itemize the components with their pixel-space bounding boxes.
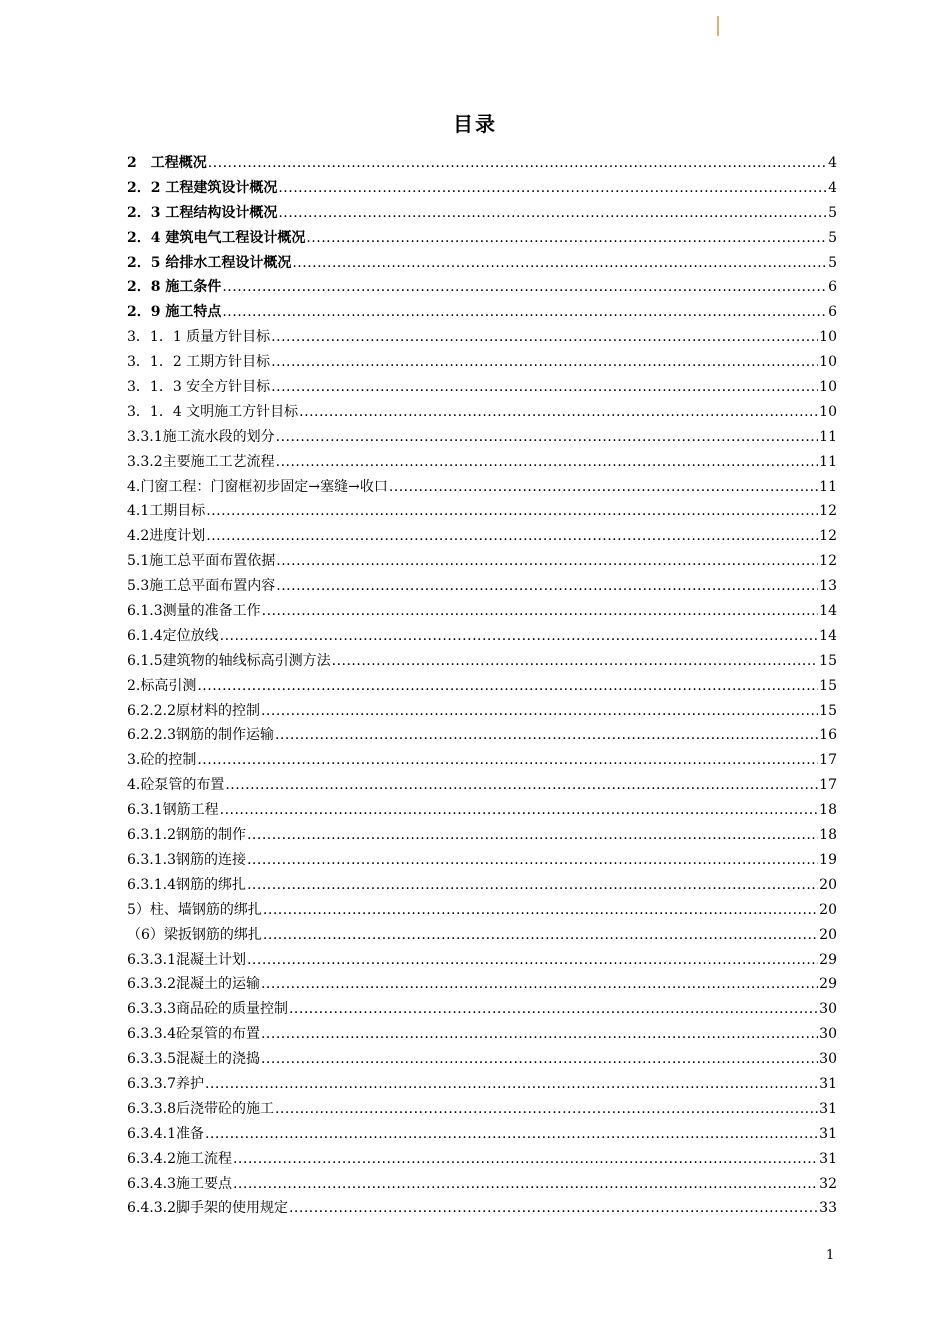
toc-dot-leader [271, 350, 818, 375]
toc-dot-leader [275, 723, 818, 748]
toc-entry-page: 11 [819, 428, 837, 445]
toc-dot-leader [276, 574, 818, 599]
toc-entry-page: 29 [819, 951, 837, 968]
toc-dot-leader [222, 275, 827, 300]
toc-dot-leader [197, 674, 818, 699]
toc-entry-page: 30 [819, 1001, 837, 1018]
toc-entry-label: 2 工程概况 [127, 155, 207, 171]
toc-entry-label: 6.3.3.3商品砼的质量控制 [127, 1001, 288, 1018]
toc-entry-label: 6.3.3.7养护 [127, 1075, 204, 1092]
toc-entry-page: 10 [819, 329, 837, 346]
toc-dot-leader [205, 1122, 818, 1147]
toc-entry[interactable] [127, 400, 837, 425]
toc-entry-label: 2.标高引测 [127, 677, 197, 694]
toc-entry-label: 6.3.1.3钢筋的连接 [127, 851, 246, 868]
toc-entry-label: 6.3.4.1准备 [127, 1125, 204, 1142]
toc-entry-label: 4.砼泵管的布置 [127, 777, 225, 794]
toc-entry[interactable] [127, 350, 837, 375]
toc-dot-leader [222, 300, 827, 325]
header-mark [717, 16, 719, 36]
toc-entry-page: 10 [819, 379, 837, 396]
toc-dot-leader [262, 599, 819, 624]
toc-entry-label: 5.1施工总平面布置依据 [127, 553, 276, 570]
toc-entry-label: 6.3.3.4砼泵管的布置 [127, 1026, 260, 1043]
toc-entry-label: 3．1．4 文明施工方针目标 [127, 403, 299, 420]
toc-entry-page: 15 [819, 677, 837, 694]
toc-entry[interactable] [127, 848, 837, 873]
toc-dot-leader [233, 1172, 818, 1197]
toc-entry-page: 10 [819, 403, 837, 420]
toc-entry-page: 15 [819, 702, 837, 719]
toc-entry-page: 13 [819, 578, 837, 595]
toc-entry[interactable] [127, 1172, 837, 1197]
toc-entry-label: 6.3.3.5混凝土的浇捣 [127, 1051, 260, 1068]
toc-entry-page: 11 [819, 453, 837, 470]
toc-entry[interactable] [127, 300, 837, 325]
toc-entry[interactable] [127, 1147, 837, 1172]
page-title: 目录 [453, 112, 497, 136]
toc-entry[interactable] [127, 574, 837, 599]
toc-entry[interactable] [127, 823, 837, 848]
toc-entry-page: 31 [819, 1125, 837, 1142]
toc-entry[interactable] [127, 773, 837, 798]
toc-dot-leader [197, 748, 818, 773]
toc-entry-page: 20 [819, 876, 837, 893]
toc-entry[interactable] [127, 251, 837, 276]
toc-dot-leader [289, 997, 818, 1022]
toc-entry-label: 2．2 工程建筑设计概况 [127, 179, 278, 196]
toc-entry-page: 17 [819, 777, 837, 794]
toc-entry-label: （6）梁扳钢筋的绑扎 [127, 926, 262, 943]
toc-entry[interactable] [127, 1022, 837, 1047]
toc-entry[interactable] [127, 1097, 837, 1122]
toc-entry-label: 6.3.3.1混凝土计划 [127, 951, 246, 968]
toc-dot-leader [275, 1097, 818, 1122]
toc-entry-label: 5.3施工总平面布置内容 [127, 578, 276, 595]
toc-dot-leader [247, 948, 818, 973]
toc-dot-leader [247, 823, 818, 848]
toc-entry-label: 2．9 施工特点 [127, 304, 222, 321]
toc-entry[interactable] [127, 948, 837, 973]
toc-entry[interactable] [127, 624, 837, 649]
toc-entry-label: 4.2进度计划 [127, 528, 206, 545]
toc-dot-leader [332, 649, 819, 674]
toc-entry[interactable] [127, 748, 837, 773]
toc-entry-page: 10 [819, 354, 837, 371]
toc-dot-leader [276, 425, 819, 450]
toc-entry[interactable] [127, 898, 837, 923]
toc-entry-label: 6.2.2.3钢筋的制作运输 [127, 727, 274, 744]
toc-dot-leader [263, 898, 818, 923]
toc-entry-label: 6.3.1.2钢筋的制作 [127, 827, 246, 844]
toc-dot-leader [271, 375, 818, 400]
toc-dot-leader [271, 325, 818, 350]
toc-entry-label: 6.1.5建筑物的轴线标高引测方法 [127, 652, 331, 669]
toc-dot-leader [292, 251, 827, 276]
toc-dot-leader [306, 226, 827, 251]
toc-entry-label: 6.3.4.2施工流程 [127, 1150, 232, 1167]
toc-dot-leader [205, 1072, 818, 1097]
toc-entry-label: 6.3.1.4钢筋的绑扎 [127, 876, 246, 893]
toc-entry-label: 2．4 建筑电气工程设计概况 [127, 229, 306, 246]
toc-entry-page: 18 [819, 827, 837, 844]
toc-entry[interactable] [127, 201, 837, 226]
toc-entry-page: 14 [819, 603, 837, 620]
toc-entry-page: 11 [819, 478, 837, 495]
toc-entry-label: 6.3.4.3施工要点 [127, 1175, 232, 1192]
toc-dot-leader [233, 1147, 818, 1172]
toc-entry[interactable] [127, 674, 837, 699]
toc-entry-label: 5）柱、墙钢筋的绑扎 [127, 901, 262, 918]
toc-entry-page: 17 [819, 752, 837, 769]
toc-entry-label: 2．8 施工条件 [127, 279, 222, 296]
toc-dot-leader [276, 450, 819, 475]
toc-entry-label: 6.4.3.2脚手架的使用规定 [127, 1200, 288, 1217]
toc-entry[interactable] [127, 226, 837, 251]
toc-entry[interactable] [127, 997, 837, 1022]
toc-entry[interactable] [127, 1072, 837, 1097]
toc-list [127, 151, 837, 1221]
toc-dot-leader [263, 923, 818, 948]
toc-entry-label: 3.3.2主要施工工艺流程 [127, 453, 275, 470]
toc-dot-leader [299, 400, 818, 425]
toc-entry[interactable] [127, 549, 837, 574]
toc-entry[interactable] [127, 699, 837, 724]
toc-entry-label: 6.2.2.2原材料的控制 [127, 702, 260, 719]
toc-entry-page: 30 [819, 1051, 837, 1068]
toc-entry-label: 3.3.1施工流水段的划分 [127, 428, 275, 445]
toc-entry-page: 5 [828, 229, 837, 246]
toc-entry-page: 5 [828, 204, 837, 221]
toc-dot-leader [261, 699, 818, 724]
toc-dot-leader [220, 624, 819, 649]
toc-entry[interactable] [127, 475, 837, 500]
toc-entry-label: 4.1工期目标 [127, 503, 206, 520]
toc-entry-label: 3.砼的控制 [127, 752, 197, 769]
toc-entry[interactable] [127, 151, 837, 176]
toc-entry-page: 15 [819, 652, 837, 669]
toc-entry-label: 2．5 给排水工程设计概况 [127, 254, 292, 271]
toc-entry-label: 6.3.3.8后浇带砼的施工 [127, 1100, 274, 1117]
toc-entry[interactable] [127, 325, 837, 350]
toc-entry-label: 6.1.4定位放线 [127, 627, 219, 644]
toc-entry[interactable] [127, 425, 837, 450]
toc-entry-page: 19 [819, 851, 837, 868]
toc-entry-label: 6.3.3.2混凝土的运输 [127, 976, 260, 993]
toc-entry-label: 4.门窗工程：门窗框初步固定→塞缝→收口 [127, 478, 388, 495]
toc-entry-label: 2．3 工程结构设计概况 [127, 204, 278, 221]
toc-dot-leader [289, 1196, 818, 1221]
toc-dot-leader [206, 499, 818, 524]
toc-entry[interactable] [127, 375, 837, 400]
toc-entry-page: 31 [819, 1100, 837, 1117]
toc-dot-leader [278, 201, 827, 226]
toc-entry-label: 3．1．1 质量方针目标 [127, 329, 271, 346]
toc-entry-page: 31 [819, 1075, 837, 1092]
toc-entry-page: 16 [819, 727, 837, 744]
toc-entry-page: 31 [819, 1150, 837, 1167]
toc-entry[interactable] [127, 723, 837, 748]
toc-entry-page: 33 [819, 1200, 837, 1217]
toc-entry[interactable] [127, 972, 837, 997]
toc-entry-page: 6 [828, 304, 837, 321]
toc-entry[interactable] [127, 176, 837, 201]
toc-entry-page: 4 [828, 155, 837, 171]
toc-entry[interactable] [127, 450, 837, 475]
toc-entry-page: 14 [819, 627, 837, 644]
toc-dot-leader [225, 773, 818, 798]
toc-dot-leader [208, 151, 827, 176]
toc-dot-leader [206, 524, 818, 549]
toc-entry[interactable] [127, 873, 837, 898]
toc-entry-page: 12 [819, 503, 837, 520]
toc-entry[interactable] [127, 1047, 837, 1072]
toc-dot-leader [247, 848, 818, 873]
toc-dot-leader [389, 475, 818, 500]
toc-entry-page: 18 [819, 802, 837, 819]
toc-dot-leader [278, 176, 827, 201]
toc-entry-page: 5 [828, 254, 837, 271]
toc-entry-page: 4 [828, 179, 837, 196]
toc-entry-page: 30 [819, 1026, 837, 1043]
toc-entry-page: 29 [819, 976, 837, 993]
toc-entry-label: 6.1.3测量的准备工作 [127, 603, 261, 620]
toc-entry[interactable] [127, 1122, 837, 1147]
toc-entry[interactable] [127, 275, 837, 300]
toc-entry-page: 12 [819, 553, 837, 570]
toc-entry[interactable] [127, 649, 837, 674]
toc-entry-label: 6.3.1钢筋工程 [127, 802, 219, 819]
toc-dot-leader [261, 1047, 818, 1072]
toc-entry[interactable] [127, 524, 837, 549]
toc-dot-leader [261, 972, 818, 997]
toc-dot-leader [276, 549, 818, 574]
toc-dot-leader [261, 1022, 818, 1047]
toc-entry-page: 12 [819, 528, 837, 545]
page-number: 1 [826, 1248, 835, 1263]
toc-entry-page: 20 [819, 901, 837, 918]
toc-dot-leader [220, 798, 819, 823]
toc-entry[interactable] [127, 599, 837, 624]
toc-entry[interactable] [127, 923, 837, 948]
toc-entry-label: 3．1．3 安全方针目标 [127, 379, 271, 396]
toc-entry-page: 20 [819, 926, 837, 943]
toc-dot-leader [247, 873, 818, 898]
toc-entry-label: 3．1．2 工期方针目标 [127, 354, 271, 371]
toc-entry-page: 32 [819, 1175, 837, 1192]
toc-entry[interactable] [127, 1196, 837, 1221]
toc-entry-page: 6 [828, 279, 837, 296]
toc-entry[interactable] [127, 499, 837, 524]
toc-entry[interactable] [127, 798, 837, 823]
